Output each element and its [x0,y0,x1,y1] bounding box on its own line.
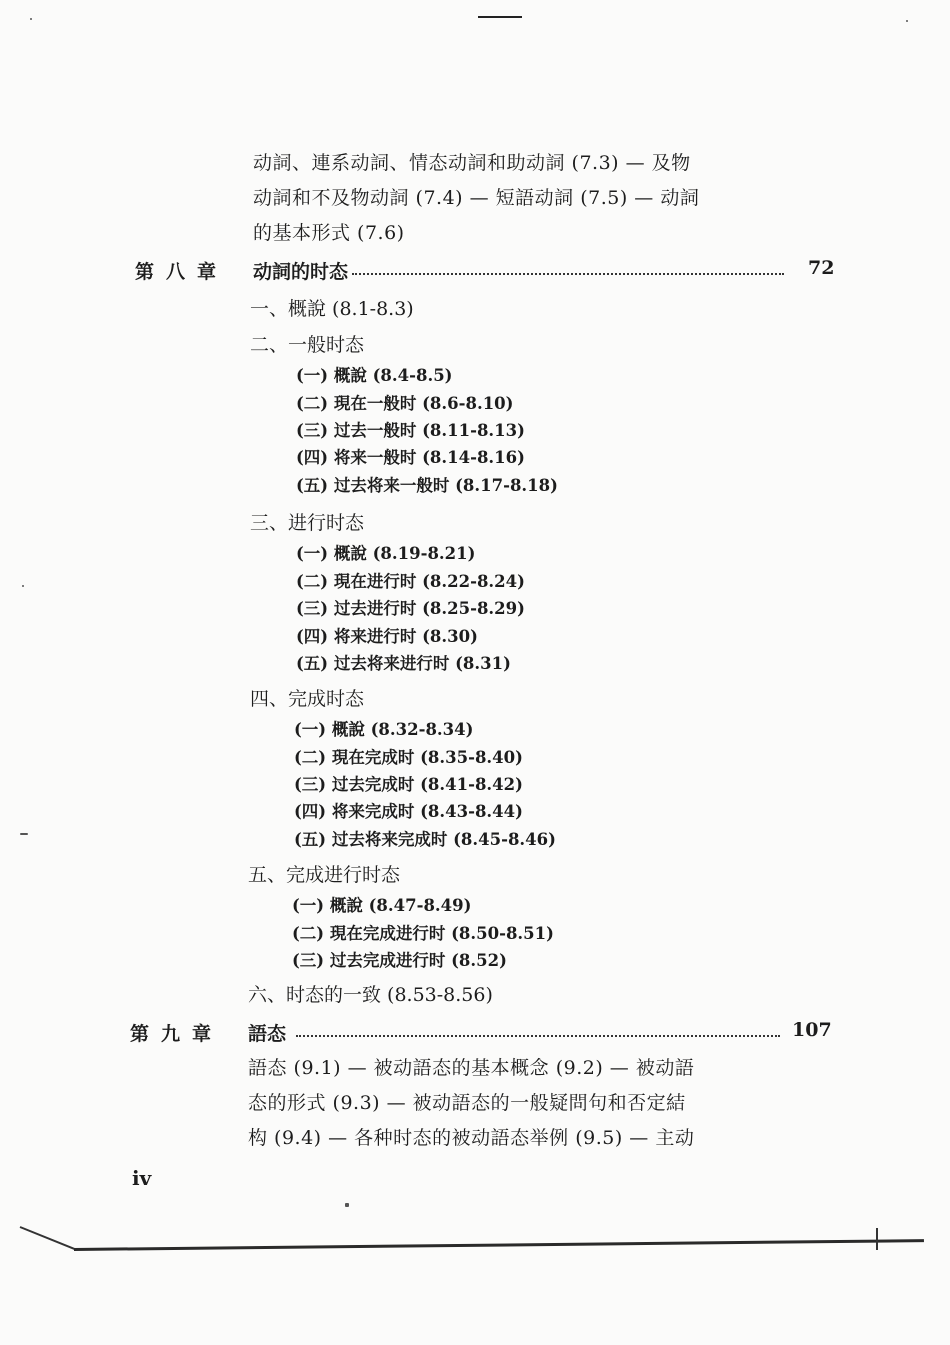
intro-line-3: 的基本形式 (7.6) [253,222,405,244]
chapter8-title: 动詞的时态 [253,261,349,283]
subsection-4-1: (一) 概說 (8.32-8.34) [294,720,474,739]
chapter8-leader [352,273,784,275]
chapter9-summary-line-2: 态的形式 (9.3) — 被动語态的一般疑問句和否定結 [248,1092,686,1114]
chapter9-label: 第九章 [130,1023,224,1045]
chapter9-page-number: 107 [792,1019,832,1041]
section-2: 二、一般时态 [250,334,365,356]
subsection-2-2: (二) 現在一般时 (8.6-8.10) [296,394,514,413]
chapter9-leader [296,1035,780,1037]
subsection-4-5: (五) 过去将来完成时 (8.45-8.46) [294,830,556,849]
scan-mark-top [478,16,522,18]
chapter9-summary-line-1: 語态 (9.1) — 被动語态的基本概念 (9.2) — 被动語 [248,1057,695,1079]
subsection-3-5: (五) 过去将来进行时 (8.31) [296,654,511,673]
scan-bottom-mark [876,1228,878,1250]
chapter9-title: 語态 [248,1023,287,1045]
subsection-3-3: (三) 过去进行时 (8.25-8.29) [296,599,525,618]
subsection-3-1: (一) 概說 (8.19-8.21) [296,544,476,563]
subsection-2-3: (三) 过去一般时 (8.11-8.13) [296,421,525,440]
section-5: 五、完成进行时态 [248,864,401,886]
subsection-3-2: (二) 現在进行时 (8.22-8.24) [296,572,525,591]
intro-line-2: 动詞和不及物动詞 (7.4) — 短語动詞 (7.5) — 动詞 [253,187,700,209]
chapter8-page-number: 72 [808,257,835,279]
subsection-5-2: (二) 現在完成进行时 (8.50-8.51) [292,924,554,943]
scan-speck [20,833,28,835]
subsection-2-4: (四) 将来一般时 (8.14-8.16) [296,448,525,467]
scan-bottom-edge [74,1239,924,1251]
chapter8-label: 第八章 [135,261,229,283]
subsection-4-3: (三) 过去完成时 (8.41-8.42) [294,775,523,794]
scan-speck [906,20,908,22]
scan-bottom-edge [20,1226,76,1250]
subsection-4-4: (四) 将来完成时 (8.43-8.44) [294,802,523,821]
intro-line-1: 动詞、連系动詞、情态动詞和助动詞 (7.3) — 及物 [253,152,691,174]
section-4: 四、完成时态 [250,688,365,710]
section-3: 三、进行时态 [250,512,365,534]
subsection-4-2: (二) 現在完成时 (8.35-8.40) [294,748,523,767]
chapter9-summary-line-3: 构 (9.4) — 各种时态的被动語态举例 (9.5) — 主动 [248,1127,695,1149]
subsection-3-4: (四) 将来进行时 (8.30) [296,627,478,646]
scan-speck [22,585,24,587]
subsection-2-1: (一) 概說 (8.4-8.5) [296,366,453,385]
subsection-2-5: (五) 过去将来一般时 (8.17-8.18) [296,476,558,495]
subsection-5-1: (一) 概說 (8.47-8.49) [292,896,472,915]
subsection-5-3: (三) 过去完成进行时 (8.52) [292,951,507,970]
section-6: 六、时态的一致 (8.53-8.56) [248,984,493,1006]
section-1: 一、概說 (8.1-8.3) [250,298,414,320]
page-folio: iv [132,1166,152,1190]
scan-speck [345,1203,349,1207]
scan-speck [30,18,32,20]
